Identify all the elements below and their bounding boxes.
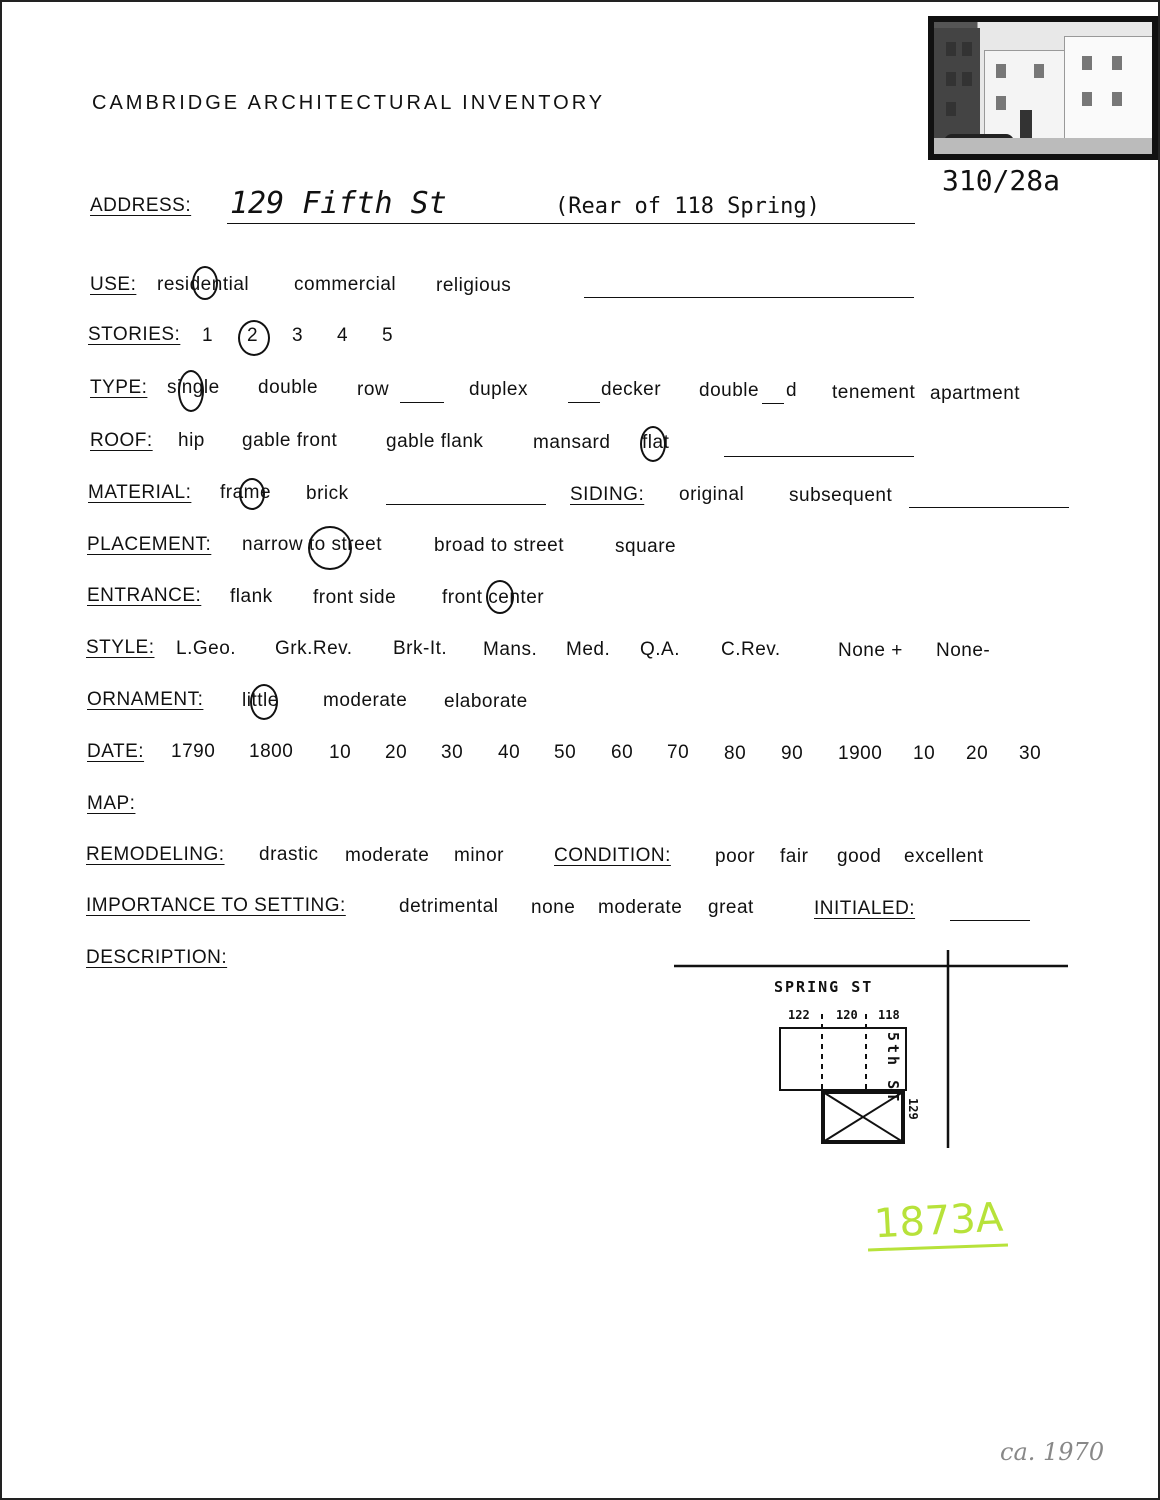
importance-option-great: great xyxy=(708,897,754,918)
style-option-crev: C.Rev. xyxy=(721,639,781,660)
date-option: 50 xyxy=(554,742,577,763)
type-label: TYPE: xyxy=(90,377,148,398)
type-option-duplex: duplex xyxy=(469,379,528,400)
roof-label: ROOF: xyxy=(90,430,153,451)
condition-option-good: good xyxy=(837,846,882,867)
date-option: 60 xyxy=(611,742,634,763)
date-option: 20 xyxy=(385,742,408,763)
roof-option-gable-front: gable front xyxy=(242,430,338,451)
map-label: MAP: xyxy=(87,793,136,814)
entrance-label: ENTRANCE: xyxy=(87,585,202,606)
type-option-tenement: tenement xyxy=(832,382,916,403)
siding-option-subsequent: subsequent xyxy=(789,485,893,506)
building-photo xyxy=(928,16,1158,160)
use-option-religious: religious xyxy=(436,275,512,296)
stories-option-2: 2 xyxy=(247,325,259,346)
placement-option-square: square xyxy=(615,536,677,557)
sketch-lot-118: 118 xyxy=(878,1008,900,1022)
ornament-option-elaborate: elaborate xyxy=(444,691,528,712)
use-label: USE: xyxy=(90,274,137,295)
style-option-lgeo: L.Geo. xyxy=(176,638,237,659)
survey-number-stamp: 1873A xyxy=(872,1194,1005,1248)
site-sketch xyxy=(662,942,1082,1162)
date-option: 1790 xyxy=(171,741,216,762)
type-option-decker: decker xyxy=(601,379,662,400)
condition-option-fair: fair xyxy=(780,846,809,867)
date-option: 1900 xyxy=(838,743,883,764)
siding-option-original: original xyxy=(679,484,745,505)
type-option-double: double xyxy=(258,377,319,398)
importance-option-none: none xyxy=(531,897,576,918)
address-value: 129 Fifth St xyxy=(230,186,447,221)
placement-label: PLACEMENT: xyxy=(87,534,212,555)
importance-label: IMPORTANCE TO SETTING: xyxy=(86,895,346,916)
sketch-lot-122: 122 xyxy=(788,1008,810,1022)
stories-option-1: 1 xyxy=(202,325,214,346)
initialed-label: INITIALED: xyxy=(814,898,916,919)
remodeling-label: REMODELING: xyxy=(86,844,225,865)
photo-reference: 310/28a xyxy=(942,164,1061,197)
placement-option-broad: broad to street xyxy=(434,535,565,556)
stories-option-3: 3 xyxy=(292,325,304,346)
siding-label: SIDING: xyxy=(570,484,645,505)
form-title: CAMBRIDGE ARCHITECTURAL INVENTORY xyxy=(92,92,606,114)
type-option-apartment: apartment xyxy=(930,383,1021,404)
date-option: 20 xyxy=(966,743,989,764)
use-option-residential: residential xyxy=(157,274,250,295)
remodeling-option-moderate: moderate xyxy=(345,845,430,866)
type-option-single: single xyxy=(167,377,220,398)
style-option-mans: Mans. xyxy=(483,639,538,660)
selection-mark xyxy=(238,320,270,356)
sketch-street-fifth: 5th ST xyxy=(884,1032,902,1105)
selection-mark xyxy=(178,370,204,412)
type-option-row: row xyxy=(357,379,390,400)
date-option: 80 xyxy=(724,743,747,764)
style-label: STYLE: xyxy=(86,637,155,658)
remodeling-option-drastic: drastic xyxy=(259,844,319,865)
ornament-option-little: little xyxy=(242,690,279,711)
date-option: 10 xyxy=(329,742,352,763)
entrance-option-front-center: front center xyxy=(442,587,545,608)
sketch-lot-129: 129 xyxy=(906,1098,920,1120)
ornament-label: ORNAMENT: xyxy=(87,689,204,710)
sketch-lot-120: 120 xyxy=(836,1008,858,1022)
use-option-commercial: commercial xyxy=(294,274,397,295)
address-note: (Rear of 118 Spring) xyxy=(555,194,820,219)
stories-option-5: 5 xyxy=(382,325,394,346)
roof-option-flat: flat xyxy=(642,432,670,453)
remodeling-option-minor: minor xyxy=(454,845,505,866)
date-option: 90 xyxy=(781,743,804,764)
condition-option-poor: poor xyxy=(715,846,756,867)
selection-mark xyxy=(192,266,218,300)
selection-mark xyxy=(250,684,278,720)
style-option-none-plus: None + xyxy=(838,640,903,661)
entrance-option-flank: flank xyxy=(230,586,273,607)
ornament-option-moderate: moderate xyxy=(323,690,408,711)
style-option-med: Med. xyxy=(566,639,611,660)
style-option-none-minus: None- xyxy=(936,640,991,661)
date-option: 30 xyxy=(441,742,464,763)
selection-mark xyxy=(308,526,352,570)
placement-option-narrow: narrow to street xyxy=(242,534,382,555)
stories-label: STORIES: xyxy=(88,324,181,345)
importance-option-detrimental: detrimental xyxy=(399,896,499,917)
entrance-option-front-side: front side xyxy=(313,587,397,608)
stories-option-4: 4 xyxy=(337,325,349,346)
date-option: 40 xyxy=(498,742,521,763)
roof-option-mansard: mansard xyxy=(533,432,611,453)
roof-option-gable-flank: gable flank xyxy=(386,431,484,452)
type-option-d: d xyxy=(786,380,798,401)
type-option-double-d: double xyxy=(699,380,760,401)
description-label: DESCRIPTION: xyxy=(86,947,228,968)
condition-label: CONDITION: xyxy=(554,845,671,866)
selection-mark xyxy=(486,580,514,614)
style-option-grkrev: Grk.Rev. xyxy=(275,638,353,659)
date-option: 30 xyxy=(1019,743,1042,764)
selection-mark xyxy=(239,478,265,510)
importance-option-moderate: moderate xyxy=(598,897,683,918)
style-option-qa: Q.A. xyxy=(640,639,681,660)
address-label: ADDRESS: xyxy=(90,195,192,216)
material-option-brick: brick xyxy=(306,483,349,504)
date-option: 1800 xyxy=(249,741,294,762)
condition-option-excellent: excellent xyxy=(904,846,984,867)
date-option: 70 xyxy=(667,742,690,763)
material-label: MATERIAL: xyxy=(88,482,192,503)
photo-date: ca. 1970 xyxy=(1000,1438,1105,1466)
material-option-frame: frame xyxy=(220,482,272,503)
date-option: 10 xyxy=(913,743,936,764)
style-option-brkit: Brk-It. xyxy=(393,638,448,659)
sketch-street-spring: SPRING ST xyxy=(774,978,874,996)
roof-option-hip: hip xyxy=(178,430,205,451)
selection-mark xyxy=(640,426,666,462)
date-label: DATE: xyxy=(87,741,145,762)
